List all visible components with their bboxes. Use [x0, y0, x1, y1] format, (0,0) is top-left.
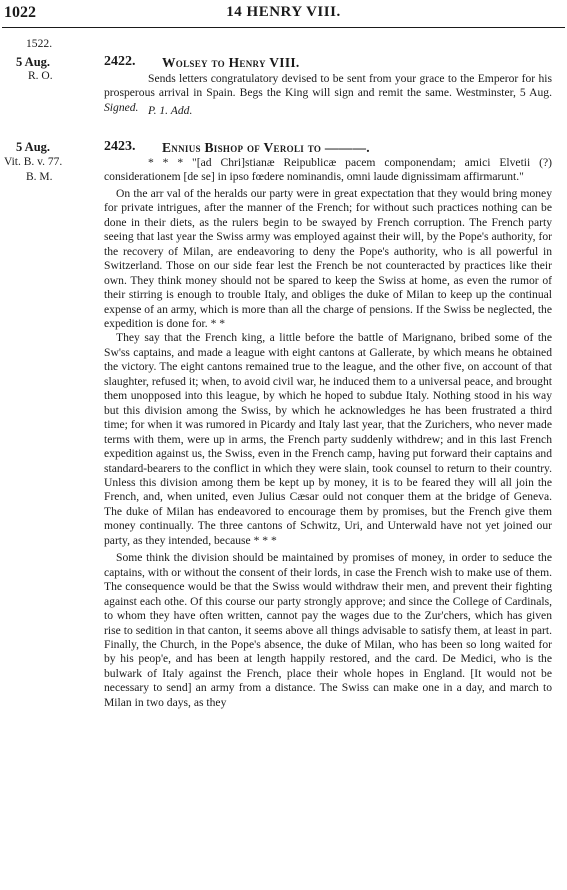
latin-extract: * * * "[ad Chri]stianæ Reipublicæ pacem componendam; amici Elvetii (?) considerationem [de se] in ipso fœdere nominandis, omni laude dignissimam affirmarunt."	[104, 156, 552, 184]
entry-signed: Signed.	[104, 100, 139, 114]
entry-source-2: B. M.	[26, 171, 53, 183]
entry-date: 5 Aug.	[16, 140, 51, 154]
running-title: 14 HENRY VIII.	[226, 4, 341, 20]
header-rule	[2, 27, 565, 28]
paragraph: Some think the division should be maintained by promises of money, in order to seduce the captains, with or without the consent of their lords, in case the French wish to make use of them. The consequence would be that the Swiss would withdraw their men, and prevent their fighting against each othe. Of this course our party strongly approve; and since the College of Cardinals, to whom they have often written, cannot pay the wages due to the Zur'chers, which has given rise to sedition in that canton, it seems above all things advisable to satisfy them, at least in part. Finally, the Church, in the Pope's absence, the duke of Milan, who has been so long waited for by his peop'e, and has been at length happily restored, and the card. De Medici, who is the bulwark of Italy against the French, place their whole hopes in England. [It would not be necessary to send] an army from a distance. The Swiss can make one in a day, and march to Milan in two days, as they	[104, 551, 552, 709]
entry-date: 5 Aug.	[16, 55, 51, 69]
entry-note: P. 1. Add.	[148, 104, 193, 117]
page-number: 1022	[4, 4, 36, 21]
entry-title: Wolsey to Henry VIII.	[162, 55, 300, 70]
paragraph: They say that the French king, a little before the battle of Marignano, bribed some of the Sw'ss captains, and made a league with eight cantons at Gallerate, by which means he obtained the victory. The eight cantons remained true to the league, and the other five, on account of that slaughter, refused it; when, to avoid civil war, he induced them to a universal peace, and brought them unopposed into this league, by which he hoped to subdue Italy. Nothing stood in his way but this division among the Swiss, by which he acknowledges he has been frustrated a third time; for when it was rumored in Picardy and Italy last year, that the Zurichers, who never made terms with them, were up in arms, the French party suddenly withdrew; and in this last French expedition against us, the Swiss, even in the French camp, having put forward their captains and standard-bearers to the conflict in which they were slain, took counsel to return to their country. Unless this division among them be kept up by money, it is to be feared they will all join the French, and, when united, even Julius Cæsar ould not conquer them at the bridge of Geneva. The duke of Milan has endeavored to encourage them by promises, but the French give them money continually. The three cantons of Schwitz, Uri, and Unterwald have not yet joined our party, as they intended, because * * *	[104, 331, 552, 547]
entry-title: Ennius Bishop of Veroli to ———.	[162, 140, 370, 155]
entry-number: 2423.	[104, 139, 136, 154]
entry-text: Sends letters congratulatory devised to be sent from your grace to the Emperor for his prosperous arrival in Spain. Begs the King will sign and remit the same. Westminster, 5 Aug.	[104, 72, 552, 100]
paragraph: On the arr val of the heralds our party were in great expectation that they would bring money for private intrigues, after the manner of the French; for without such practices nothing can be done in their diets, as the rulers begin to be swayed by French corruption. The French party seeing that last year the Swiss army was employed against their will, by the Pope's authority, for the recovery of Milan, are endeavoring to deny the Pope's authority, who is all powerful in Switzerland. Those on our side fear lest the French be not counteracted by practices like their own. They think money should not be spared to keep the Swiss at home, as even the rumor of their stirring is enough to trouble Italy, and obliges the duke of Milan to keep up the continual expense of an army, which is more than all the charge of pensions. If the Swiss be neglected, the expedition is done for. * *	[104, 186, 552, 330]
entry-body	[104, 156, 552, 710]
entry-source: Vit. B. v. 77.	[4, 156, 63, 168]
entry-source: R. O.	[28, 70, 53, 82]
entry-number: 2422.	[104, 54, 136, 69]
year-note: 1522.	[26, 37, 53, 50]
